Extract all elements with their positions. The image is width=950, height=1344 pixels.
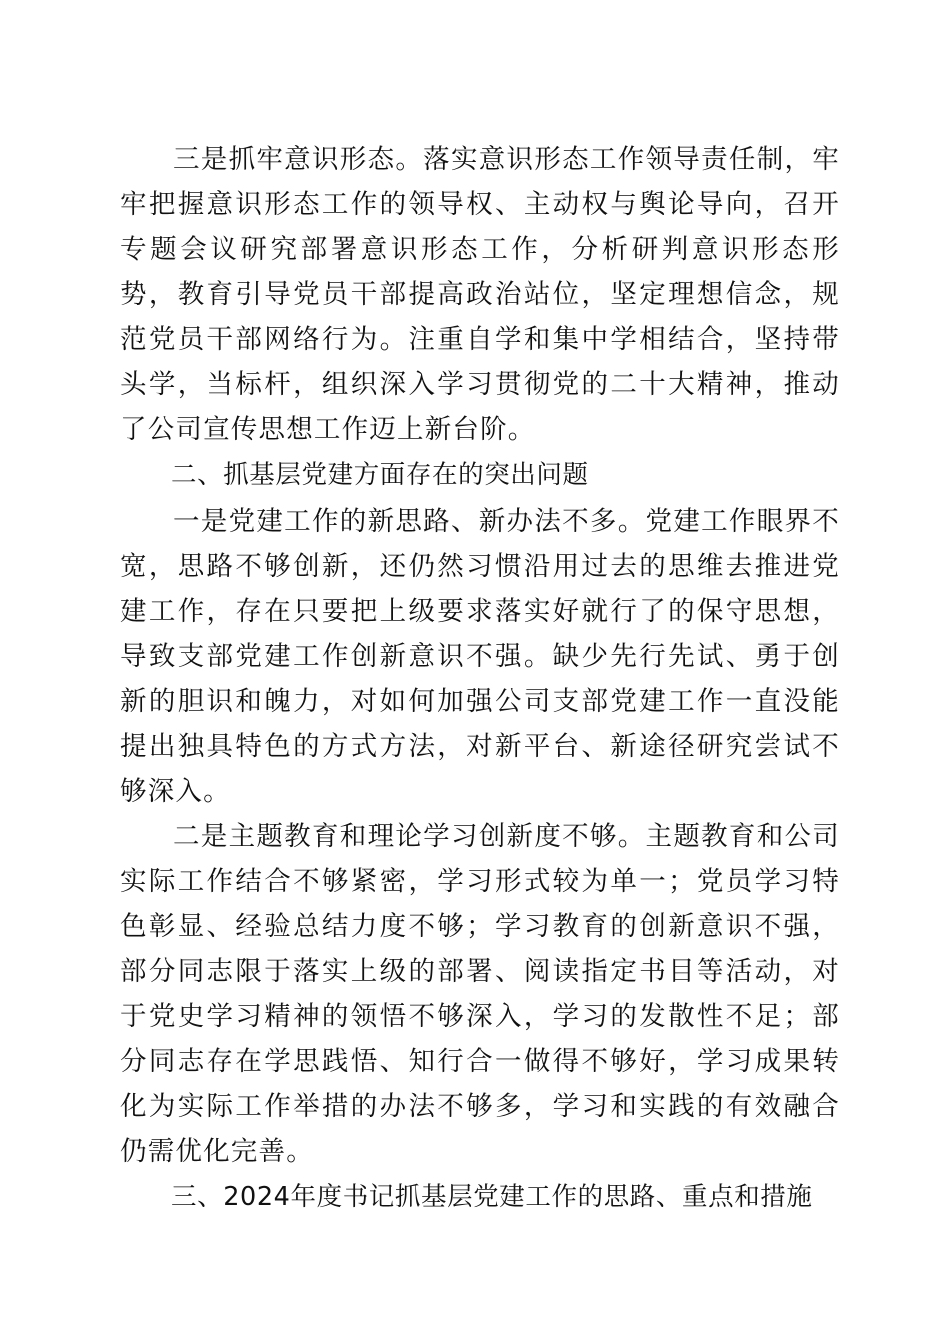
paragraph-lead: 一是党建工作的新思路、新办法不多。 bbox=[173, 506, 646, 537]
paragraph-theme-education bbox=[120, 814, 840, 1174]
paragraph-text: 党建工作眼界不宽，思路不够创新，还仍然习惯沿用过去的思维去推进党建工作，存在只要把上级要求落实好就行了的保守思想，导致支部党建工作创新意识不强。缺少先行先试、勇于创新的胆识和魄力，对如何加强公司支部党建工作一直没能提出独具特色的方式方法，对新平台、新途径研究尝试不够深入。 bbox=[120, 506, 841, 807]
paragraph-new-ideas bbox=[120, 499, 840, 814]
paragraph-lead: 二是主题教育和理论学习创新度不够。 bbox=[173, 821, 646, 852]
paragraph-lead: 三是抓牢意识形态。 bbox=[173, 144, 424, 175]
section-heading-problems: 二、抓基层党建方面存在的突出问题 bbox=[171, 460, 589, 490]
paragraph-text: 主题教育和公司实际工作结合不够紧密，学习形式较为单一；党员学习特色彰显、经验总结力度不够；学习教育的创新意识不强，部分同志限于落实上级的部署、阅读指定书目等活动，对于党史学习精神的领悟不够深入，学习的发散性不足；部分同志存在学思践悟、知行合一做得不够好，学习成果转化为实际工作举措的办法不够多，学习和实践的有效融合仍需优化完善。 bbox=[120, 821, 841, 1167]
paragraph-text: 落实意识形态工作领导责任制，牢牢把握意识形态工作的领导权、主动权与舆论导向，召开专题会议研究部署意识形态工作，分析研判意识形态形势，教育引导党员干部提高政治站位，坚定理想信念，规范党员干部网络行为。注重自学和集中学相结合，坚持带头学，当标杆，组织深入学习贯彻党的二十大精神，推动了公司宣传思想工作迈上新台阶。 bbox=[120, 144, 840, 445]
section-heading-2024-plan: 三、2024年度书记抓基层党建工作的思路、重点和措施 bbox=[171, 1182, 813, 1212]
paragraph-ideology bbox=[120, 137, 840, 452]
document-body bbox=[120, 137, 840, 1221]
